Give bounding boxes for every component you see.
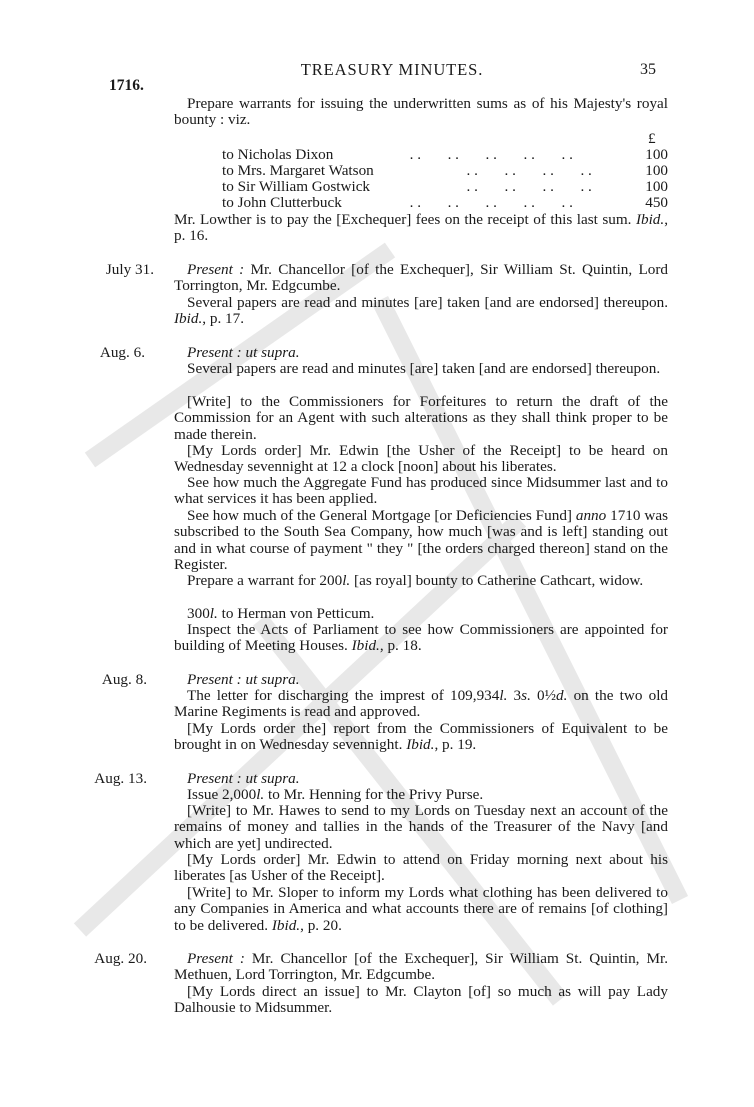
grant-amount: 100	[645, 162, 668, 179]
attendance-line: Present : Mr. Chancellor [of the Exchequer], Sir William St. Quintin, Mr. Methuen, Lord Torrington, Mr. Edgcumbe.	[174, 950, 669, 984]
minute-paragraph: [Write] to the Commissioners for Forfeitures to return the draft of the Commission for an Agent with such alterations as they shall think proper to be made therein.	[174, 393, 668, 443]
leader-dots: . . . . . . . .	[402, 162, 592, 179]
margin-year: 1716.	[109, 77, 144, 94]
grant-row	[222, 179, 668, 195]
entry-date: Aug. 13.	[94, 770, 147, 787]
minute-paragraph: Issue 2,000l. to Mr. Henning for the Privy Purse.	[187, 786, 484, 803]
grant-recipient: to John Clutterbuck	[222, 194, 342, 211]
minute-paragraph: [Write] to Mr. Sloper to inform my Lords what clothing has been delivered to any Companies in America and what accounts there are of remains [of clothing] to be delivered. Ibid., p. 20.	[174, 884, 668, 934]
grant-recipient: to Sir William Gostwick	[222, 178, 371, 195]
leader-dots: . . . . . . . .	[402, 178, 592, 195]
entry-date: Aug. 6.	[99, 344, 145, 361]
leader-dots: . . . . . . . . . .	[402, 146, 573, 163]
pound-column-header: £	[648, 130, 656, 147]
attendance-line: Present : Mr. Chancellor [of the Exchequer], Sir William St. Quintin, Lord Torrington, Mr. Edgcumbe.	[174, 261, 668, 295]
minute-paragraph: [My Lords order the] report from the Commissioners of Equivalent to be brought in on Wednesday sevennight. Ibid., p. 19.	[174, 720, 668, 754]
grant-amount: 450	[645, 194, 668, 211]
minute-paragraph: [My Lords direct an issue] to Mr. Clayton [of] so much as will pay Lady Dalhousie to Midsummer.	[174, 983, 668, 1017]
minute-paragraph: See how much the Aggregate Fund has produced since Midsummer last and to what services it has been applied.	[174, 474, 668, 508]
minute-paragraph: Several papers are read and minutes [are] taken [and are endorsed] thereupon.	[187, 360, 661, 377]
page-number: 35	[640, 61, 656, 78]
attendance-line: Present : ut supra.	[187, 671, 300, 688]
entry-date: Aug. 8.	[101, 671, 147, 688]
grant-row	[222, 163, 668, 179]
grant-amount: 100	[645, 146, 668, 163]
grant-row	[222, 147, 668, 163]
grant-amount: 100	[645, 178, 668, 195]
intro-closing: Mr. Lowther is to pay the [Exchequer] fees on the receipt of this last sum. Ibid., p. 16.	[174, 211, 668, 245]
entry-date: Aug. 20.	[94, 950, 147, 967]
grant-recipient: to Mrs. Margaret Watson	[222, 162, 374, 179]
minute-paragraph: See how much of the General Mortgage [or Deficiencies Fund] anno 1710 was subscribed to the South Sea Company, how much [was and is left] standing out and in what course of payment " they " [the orders charged thereon] stand on the Register.	[174, 507, 668, 574]
minute-paragraph: 300l. to Herman von Petticum.	[187, 605, 375, 622]
grant-row	[222, 195, 668, 211]
minute-paragraph: [Write] to Mr. Hawes to send to my Lords on Tuesday next an account of the remains of money and tallies in the hands of the Treasurer of the Navy [and which are yet] undirected.	[174, 802, 668, 852]
intro-paragraph: Prepare warrants for issuing the underwritten sums as of his Majesty's royal bounty : viz.	[174, 95, 668, 129]
leader-dots: . . . . . . . . . .	[402, 194, 573, 211]
grant-recipient: to Nicholas Dixon	[222, 146, 334, 163]
minute-paragraph: Inspect the Acts of Parliament to see how Commissioners are appointed for building of Meeting Houses. Ibid., p. 18.	[174, 621, 668, 655]
minute-paragraph: Prepare a warrant for 200l. [as royal] bounty to Catherine Cathcart, widow.	[187, 572, 644, 589]
minute-paragraph: The letter for discharging the imprest of 109,934l. 3s. 0½d. on the two old Marine Regiments is read and approved.	[174, 687, 669, 721]
entry-date: July 31.	[105, 261, 154, 278]
running-title: TREASURY MINUTES.	[300, 60, 484, 79]
attendance-line: Present : ut supra.	[187, 770, 300, 787]
attendance-line: Present : ut supra.	[187, 344, 300, 361]
minute-paragraph: Several papers are read and minutes [are] taken [and are endorsed] thereupon. Ibid., p. 17.	[174, 294, 668, 328]
minute-paragraph: [My Lords order] Mr. Edwin [the Usher of the Receipt] to be heard on Wednesday sevennight at 12 a clock [noon] about his liberates.	[174, 442, 668, 476]
minute-paragraph: [My Lords order] Mr. Edwin to attend on Friday morning next about his liberates [as Usher of the Receipt].	[174, 851, 668, 885]
